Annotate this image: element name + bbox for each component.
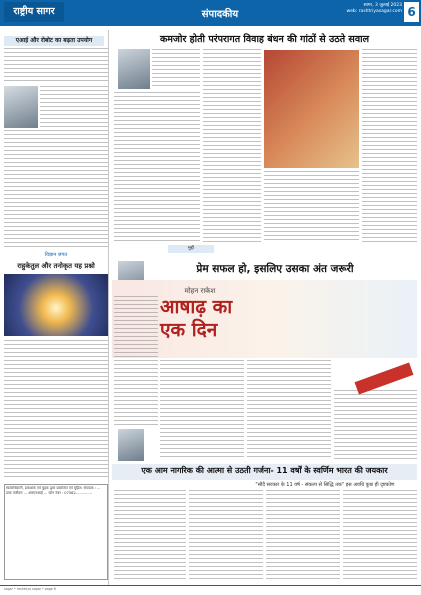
wedding-photo [264,50,359,168]
section-title: संपादकीय [201,9,239,20]
article-body-text [334,390,417,460]
footer-rule [0,585,421,586]
sidebar-top-headline: एआई और रोबोट का बढ़ता उपयोग [4,36,104,46]
column-divider [108,30,109,585]
sidebar-kicker: विज्ञान जगत [44,252,68,258]
sidebar-bottom-headline: राहुकेतुल और तनोकृत यह प्रश्नो [17,262,95,270]
page-number: 6 [404,2,419,22]
mid-kicker: मुद्दी [168,245,214,253]
article-body-text [362,49,417,242]
article-body-text [266,490,340,582]
author-photo [118,429,144,461]
bottom-subhead: "सौदै सरकार के 11 वर्ष - संकल्प से सिद्धि तक" इस अवधि कुछ ही दृष्टकोण [255,482,395,488]
article-body-text [203,49,261,242]
date-line [330,3,402,15]
website-text: web: rashtriyasagar.com [346,9,402,14]
sun-image [4,274,108,336]
imprint-text: स्वत्वाधिकारी, प्रकाशक एवं मुद्रक द्वारा प्रकाशित एवं मुद्रित। संपादक : ... डाक पंजीयन ... आरएनआई ... फोन नंबर : 07582-............. [6,486,101,495]
mid-headline: प्रेम सफल हो, इसलिए उसका अंत जरूरी [196,263,354,275]
article-body-text [152,49,200,89]
art-author: मोहन राकेश [184,287,216,295]
art-title: आषाढ़ का एक दिन [160,296,233,341]
author-photo [4,86,38,128]
author-photo [118,49,150,89]
article-body-text [114,296,158,426]
main-headline: कमजोर होती परंपरागत विवाह बंधन की गांठों से उठते सवाल [159,34,370,45]
date-text: सागर, 3 जुलाई 2023 [363,3,402,8]
article-body-text [114,92,200,242]
article-body-text [247,360,331,460]
article-body-text [264,171,359,242]
masthead-logo: राष्ट्रीय सागर [4,2,64,22]
footer-text: sagar • rashtriya sagar • page 6 [4,587,56,591]
sidebar-body-text [4,340,108,480]
bottom-headline: एक आम नागरिक की आत्मा से उठती गर्जना- 11 वर्षों के स्वर्णिम भारत की जयकार [141,466,388,475]
article-body-text [189,490,263,582]
article-body-text [160,360,244,460]
sidebar-body-text [40,86,108,128]
sidebar-body-text [4,130,108,248]
sidebar-body-text [4,48,108,84]
article-body-text [114,490,186,582]
article-body-text [343,490,417,582]
